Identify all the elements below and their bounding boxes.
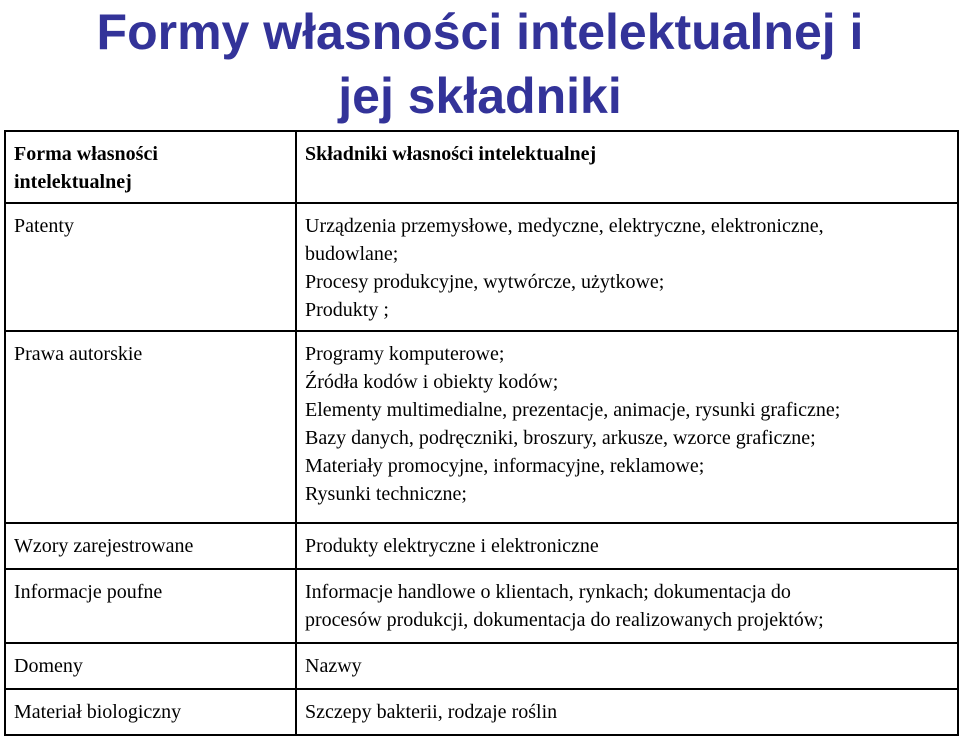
table-row <box>5 203 958 331</box>
header-components-cell <box>296 131 958 203</box>
header-form-line: Forma własności <box>14 143 158 165</box>
form-name: Materiał biologiczny <box>14 701 182 723</box>
component-line: Programy komputerowe; <box>305 343 505 365</box>
ip-forms-table <box>4 130 959 736</box>
form-name: Prawa autorskie <box>14 343 143 365</box>
header-components-label: Składniki własności intelektualnej <box>305 143 597 165</box>
form-name: Informacje poufne <box>14 581 163 603</box>
component-line: Bazy danych, podręczniki, broszury, arkusze, wzorce graficzne; <box>305 427 816 449</box>
slide-title-line-1: Formy własności intelektualnej i <box>96 4 864 60</box>
form-cell <box>5 643 296 689</box>
form-cell <box>5 203 296 331</box>
form-cell <box>5 569 296 643</box>
header-form-line: intelektualnej <box>14 171 132 193</box>
component-line: Informacje handlowe o klientach, rynkach; dokumentacja do <box>305 581 791 603</box>
component-line: Urządzenia przemysłowe, medyczne, elektryczne, elektroniczne, <box>305 215 824 237</box>
form-name: Wzory zarejestrowane <box>14 535 194 557</box>
components-cell <box>296 689 958 735</box>
table-row <box>5 523 958 569</box>
slide-title-line-2: jej składniki <box>338 68 622 124</box>
component-line: Źródła kodów i obiekty kodów; <box>305 371 559 393</box>
components-cell <box>296 643 958 689</box>
component-line: Materiały promocyjne, informacyjne, reklamowe; <box>305 455 705 477</box>
components-cell <box>296 331 958 523</box>
table-row <box>5 331 958 523</box>
component-line: Rysunki techniczne; <box>305 483 467 505</box>
component-line: Elementy multimedialne, prezentacje, animacje, rysunki graficzne; <box>305 399 841 421</box>
component-line: Szczepy bakterii, rodzaje roślin <box>305 701 558 723</box>
component-line: Produkty elektryczne i elektroniczne <box>305 535 599 557</box>
form-name: Patenty <box>14 215 74 237</box>
header-form-cell <box>5 131 296 203</box>
slide-title <box>0 0 960 128</box>
components-cell <box>296 523 958 569</box>
table-row <box>5 689 958 735</box>
table-row <box>5 643 958 689</box>
component-line: procesów produkcji, dokumentacja do realizowanych projektów; <box>305 609 824 631</box>
form-cell <box>5 689 296 735</box>
table-header-row <box>5 131 958 203</box>
components-cell <box>296 203 958 331</box>
form-name: Domeny <box>14 655 83 677</box>
form-cell <box>5 331 296 523</box>
table-row <box>5 569 958 643</box>
components-cell <box>296 569 958 643</box>
component-line: Procesy produkcyjne, wytwórcze, użytkowe; <box>305 271 665 293</box>
component-line: budowlane; <box>305 243 399 265</box>
form-cell <box>5 523 296 569</box>
component-line: Produkty ; <box>305 299 389 321</box>
component-line: Nazwy <box>305 655 362 677</box>
